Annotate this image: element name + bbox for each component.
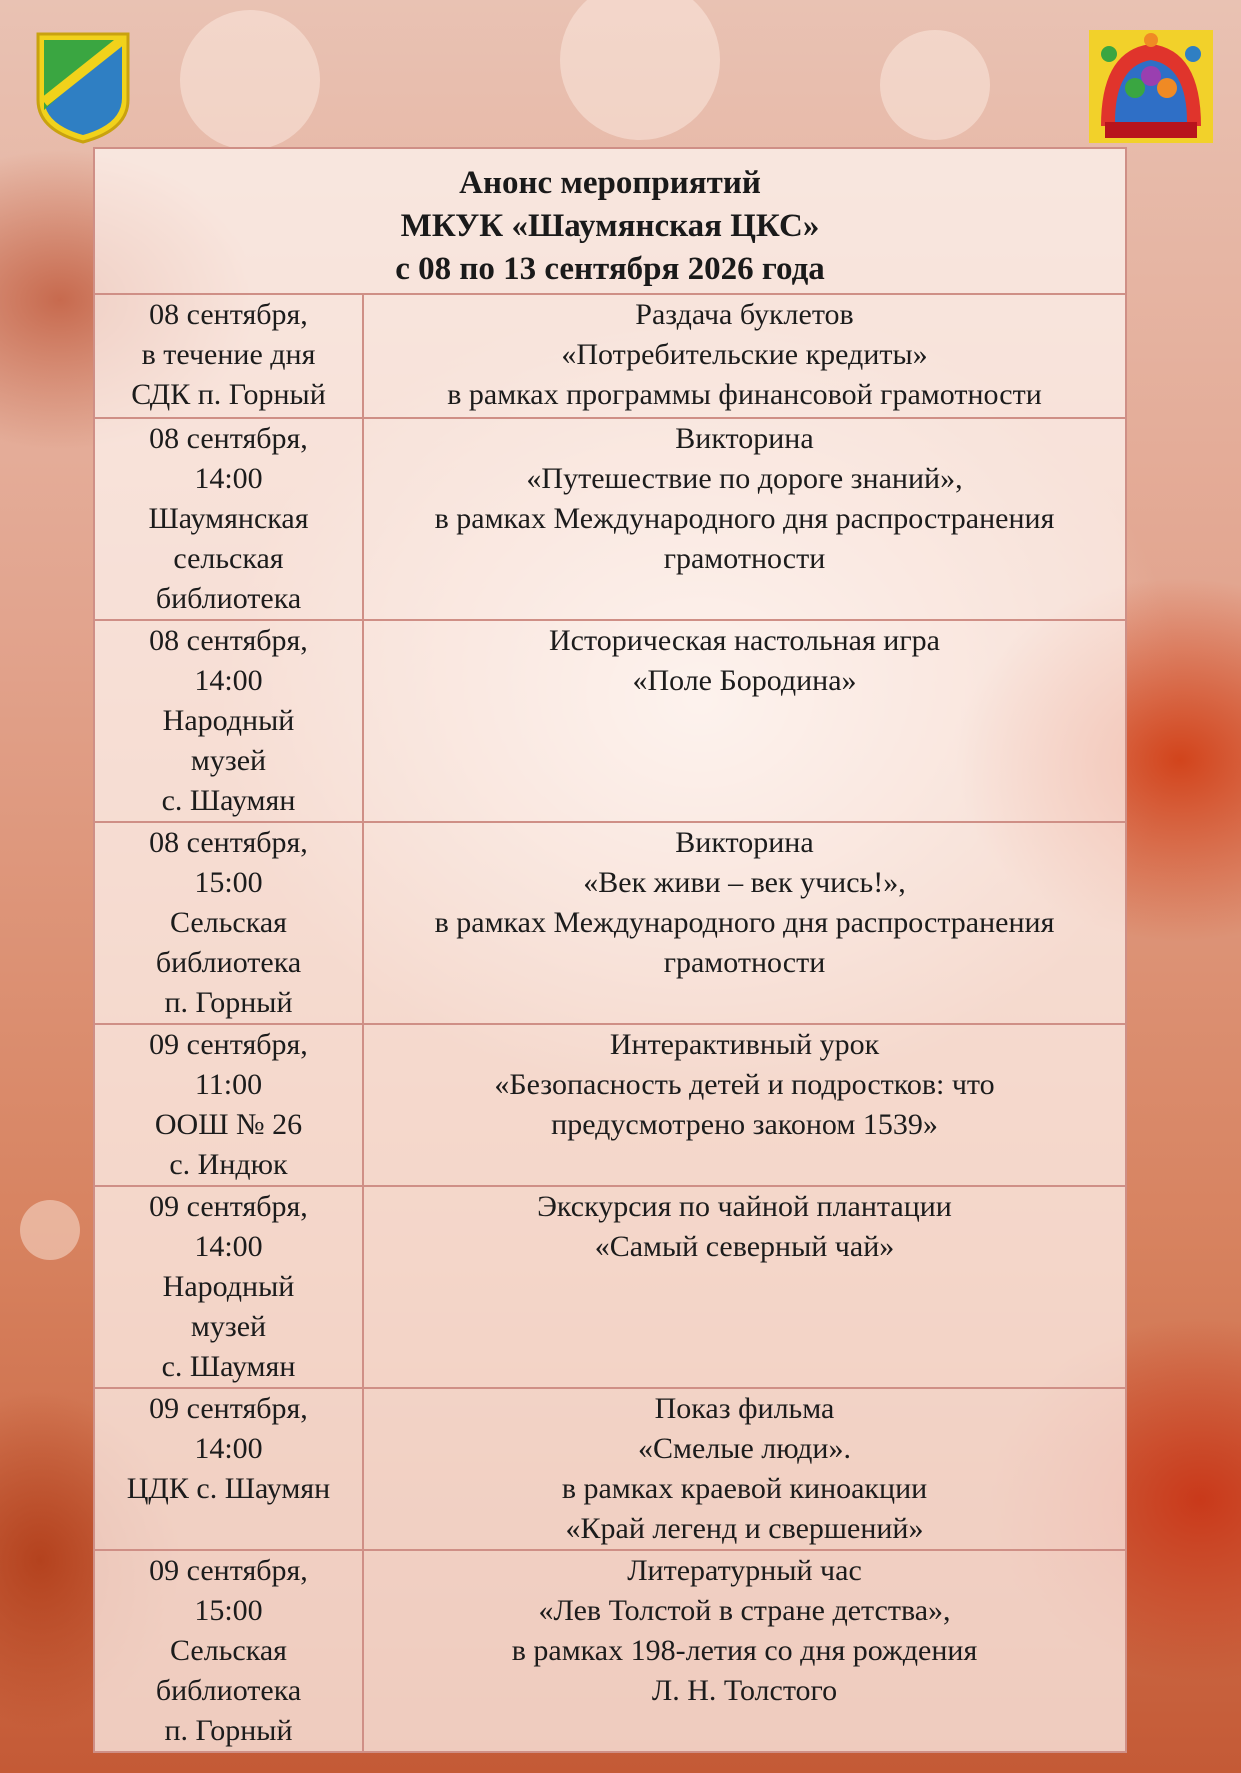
events-table xyxy=(95,295,1125,1751)
event-what-cell xyxy=(363,1024,1125,1186)
event-what-cell xyxy=(363,822,1125,1024)
event-when-line: ООШ № 26 xyxy=(154,1108,303,1141)
event-when-line: 15:00 xyxy=(194,866,263,899)
event-when-line: 09 сентября, xyxy=(149,1554,308,1587)
event-what-line: Экскурсия по чайной плантации xyxy=(537,1190,952,1223)
event-when-line: 14:00 xyxy=(194,1432,263,1465)
event-what-cell xyxy=(363,1186,1125,1388)
event-what-line: «Потребительские кредиты» xyxy=(561,338,928,371)
event-when-cell xyxy=(95,418,363,620)
event-what-line: «Век живи – век учись!», xyxy=(583,866,906,899)
event-what-line: Историческая настольная игра xyxy=(549,624,940,657)
event-when-line: Народный xyxy=(162,1270,295,1303)
event-what-line: «Безопасность детей и подростков: что xyxy=(494,1068,995,1101)
event-what-line: в рамках программы финансовой грамотности xyxy=(447,378,1042,411)
event-what-line: Литературный час xyxy=(627,1554,862,1587)
bokeh-light xyxy=(180,10,320,150)
header-date-range: с 08 по 13 сентября 2026 года xyxy=(395,251,825,287)
event-when-line: 14:00 xyxy=(194,1230,263,1263)
event-what-line: «Самый северный чай» xyxy=(594,1230,895,1263)
event-when-cell xyxy=(95,1186,363,1388)
event-when-line: музей xyxy=(190,744,267,777)
cks-emblem xyxy=(1089,30,1213,143)
event-when-line: 08 сентября, xyxy=(149,624,308,657)
event-what-line: в рамках краевой киноакции xyxy=(561,1472,928,1505)
event-when-line: библиотека xyxy=(155,1674,302,1707)
event-what-line: Раздача буклетов xyxy=(635,298,854,331)
event-what-line: предусмотрено законом 1539» xyxy=(551,1108,938,1141)
event-when-line: 11:00 xyxy=(194,1068,263,1101)
event-what-cell xyxy=(363,295,1125,418)
event-what-cell xyxy=(363,1388,1125,1550)
event-when-line: Народный xyxy=(162,704,295,737)
event-when-line: Сельская xyxy=(170,906,287,939)
event-what-line: «Лев Толстой в стране детства», xyxy=(538,1594,951,1627)
event-row xyxy=(95,620,1125,822)
event-when-line: 14:00 xyxy=(194,462,263,495)
event-when-line: с. Шаумян xyxy=(161,784,296,817)
event-when-line: Сельская xyxy=(170,1634,287,1667)
event-when-line: библиотека xyxy=(155,582,302,615)
event-when-line: 08 сентября, xyxy=(149,826,308,859)
event-what-line: грамотности xyxy=(663,542,826,575)
event-when-line: Шаумянская xyxy=(148,502,309,535)
event-when-line: 08 сентября, xyxy=(149,422,308,455)
event-row xyxy=(95,418,1125,620)
district-coat-of-arms xyxy=(34,30,132,146)
event-row xyxy=(95,295,1125,418)
event-when-line: п. Горный xyxy=(164,986,293,1019)
event-when-line: 09 сентября, xyxy=(149,1028,308,1061)
event-row xyxy=(95,1550,1125,1751)
event-what-line: грамотности xyxy=(663,946,826,979)
event-what-line: в рамках Международного дня распространения xyxy=(434,906,1055,939)
event-row xyxy=(95,822,1125,1024)
event-what-line: в рамках 198-летия со дня рождения xyxy=(511,1634,978,1667)
announcement-sheet xyxy=(93,147,1127,1753)
event-what-cell xyxy=(363,620,1125,822)
event-when-line: п. Горный xyxy=(164,1714,293,1747)
header-title: Анонс мероприятий xyxy=(459,165,761,201)
event-when-line: 09 сентября, xyxy=(149,1190,308,1223)
event-when-line: 15:00 xyxy=(194,1594,263,1627)
event-what-line: Викторина xyxy=(675,422,814,455)
event-when-line: 09 сентября, xyxy=(149,1392,308,1425)
header-organization: МКУК «Шаумянская ЦКС» xyxy=(400,208,820,244)
event-when-line: ЦДК с. Шаумян xyxy=(126,1472,331,1505)
event-row xyxy=(95,1388,1125,1550)
event-what-cell xyxy=(363,418,1125,620)
event-what-line: «Край легенд и свершений» xyxy=(565,1512,924,1545)
bokeh-light xyxy=(560,0,720,140)
event-when-cell xyxy=(95,1024,363,1186)
announcement-header xyxy=(95,149,1125,295)
event-what-line: Показ фильма xyxy=(654,1392,835,1425)
event-row xyxy=(95,1024,1125,1186)
event-what-line: «Поле Бородина» xyxy=(632,664,857,697)
bokeh-light xyxy=(880,30,990,140)
event-when-line: 14:00 xyxy=(194,664,263,697)
event-when-line: СДК п. Горный xyxy=(131,378,326,411)
event-when-line: 08 сентября, xyxy=(149,298,308,331)
event-row xyxy=(95,1186,1125,1388)
event-when-line: с. Шаумян xyxy=(161,1350,296,1383)
event-when-cell xyxy=(95,822,363,1024)
event-when-line: сельская xyxy=(173,542,284,575)
event-when-line: в течение дня xyxy=(141,338,316,371)
event-when-line: музей xyxy=(190,1310,267,1343)
event-what-line: «Путешествие по дороге знаний», xyxy=(526,462,963,495)
event-when-line: с. Индюк xyxy=(169,1148,288,1181)
event-when-cell xyxy=(95,295,363,418)
event-what-line: Л. Н. Толстого xyxy=(651,1674,838,1707)
event-what-cell xyxy=(363,1550,1125,1751)
event-when-line: библиотека xyxy=(155,946,302,979)
event-what-line: Интерактивный урок xyxy=(609,1028,880,1061)
event-what-line: Викторина xyxy=(675,826,814,859)
event-when-cell xyxy=(95,620,363,822)
bokeh-light xyxy=(20,1200,80,1260)
event-what-line: в рамках Международного дня распространения xyxy=(434,502,1055,535)
event-what-line: «Смелые люди». xyxy=(638,1432,851,1465)
event-when-cell xyxy=(95,1388,363,1550)
event-when-cell xyxy=(95,1550,363,1751)
